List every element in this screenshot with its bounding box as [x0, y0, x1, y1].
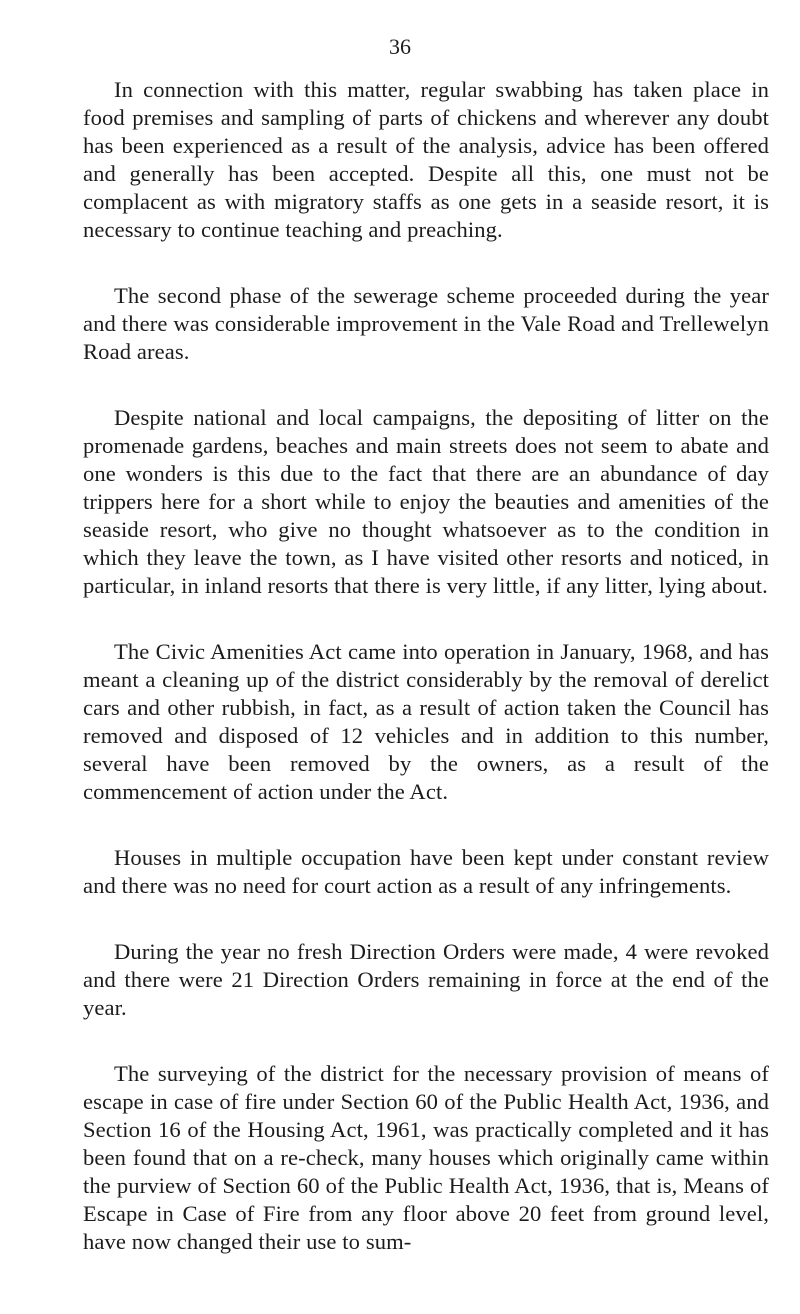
page-number: 36	[389, 34, 411, 59]
body-text	[83, 76, 769, 1294]
paragraph-direction-orders: During the year no fresh Direction Orders were made, 4 were revoked and there were 21 Direction Orders remaining in force at the end of the year.	[83, 939, 769, 1020]
paragraph-multiple-occupation: Houses in multiple occupation have been kept under constant review and there was no need for court action as a result of any infringements.	[83, 845, 769, 898]
paragraph-civic-amenities: The Civic Amenities Act came into operation in January, 1968, and has meant a cleaning up of the district considerably by the removal of derelict cars and other rubbish, in fact, as a result of action taken the Council has removed and disposed of 12 vehicles and in addition to this number, several have been removed by the owners, as a result of the commencement of action under the Act.	[83, 639, 769, 804]
paragraph-means-of-escape: The surveying of the district for the necessary provision of means of escape in case of fire under Section 60 of the Public Health Act, 1936, and Section 16 of the Housing Act, 1961, was practically completed and it has been found that on a re-check, many houses which originally came within the purview of Section 60 of the Public Health Act, 1936, that is, Means of Escape in Case of Fire from any floor above 20 feet from ground level, have now changed their use to sum-	[83, 1061, 769, 1254]
paragraph-litter: Despite national and local campaigns, the depositing of litter on the promenade gardens, beaches and main streets does not seem to abate and one wonders is this due to the fact that there are an abundance of day trippers here for a short while to enjoy the beauties and amenities of the seaside resort, who give no thought whatsoever as to the condition in which they leave the town, as I have visited other resorts and noticed, in particular, in inland resorts that there is very little, if any litter, lying about.	[83, 405, 769, 598]
paragraph-sewerage: The second phase of the sewerage scheme proceeded during the year and there was considerable improvement in the Vale Road and Trellewelyn Road areas.	[83, 283, 769, 364]
paragraph-swabbing: In connection with this matter, regular swabbing has taken place in food premises and sampling of parts of chickens and wherever any doubt has been experienced as a result of the analysis, advice has been offered and generally has been accepted. Despite all this, one must not be complacent as with migratory staffs as one gets in a seaside resort, it is necessary to continue teaching and preaching.	[83, 77, 769, 242]
